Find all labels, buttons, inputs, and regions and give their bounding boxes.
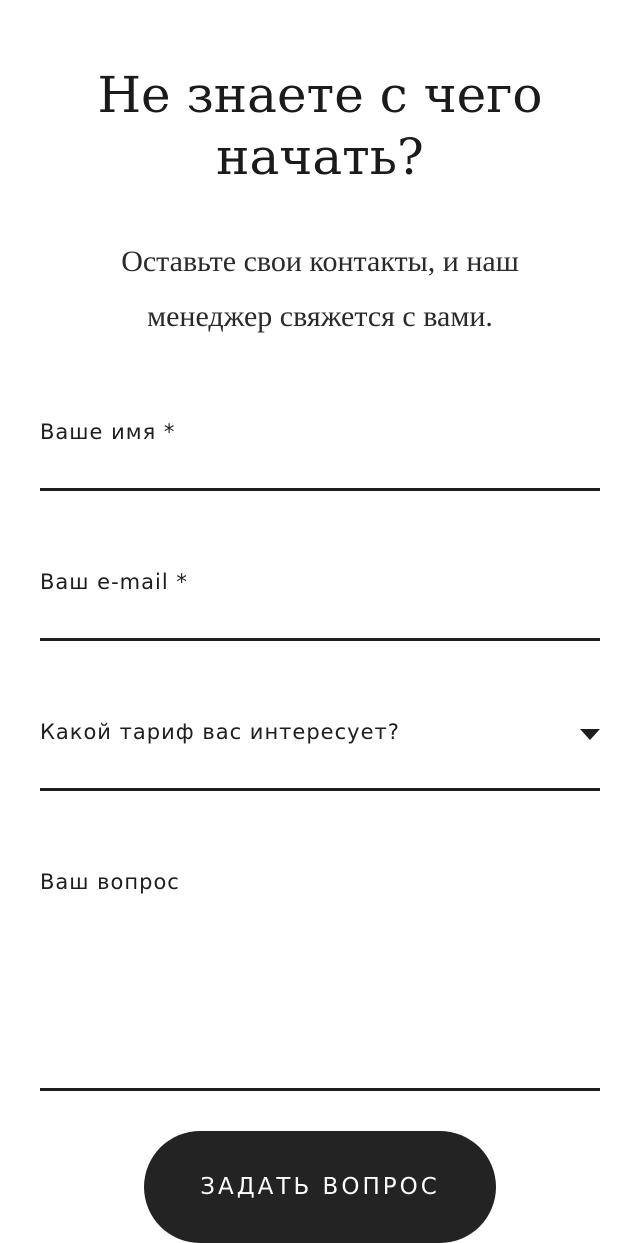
tariff-select-label: Какой тариф вас интересует? bbox=[40, 720, 400, 744]
caret-down-icon[interactable] bbox=[580, 729, 600, 740]
name-field[interactable] bbox=[40, 420, 600, 491]
email-field[interactable] bbox=[40, 570, 600, 641]
tariff-select[interactable] bbox=[40, 720, 600, 791]
submit-button-label: ЗАДАТЬ ВОПРОС bbox=[200, 1174, 440, 1200]
question-textarea[interactable] bbox=[40, 870, 600, 1091]
question-textarea-label: Ваш вопрос bbox=[40, 870, 180, 894]
name-field-label: Ваше имя * bbox=[40, 420, 176, 444]
page-subtitle: Оставьте свои контакты, и наш менеджер свяжется с вами. bbox=[121, 245, 519, 333]
submit-button[interactable] bbox=[144, 1131, 496, 1243]
page-title: Не знаете с чего начать? bbox=[97, 66, 543, 186]
email-field-label: Ваш e-mail * bbox=[40, 570, 188, 594]
